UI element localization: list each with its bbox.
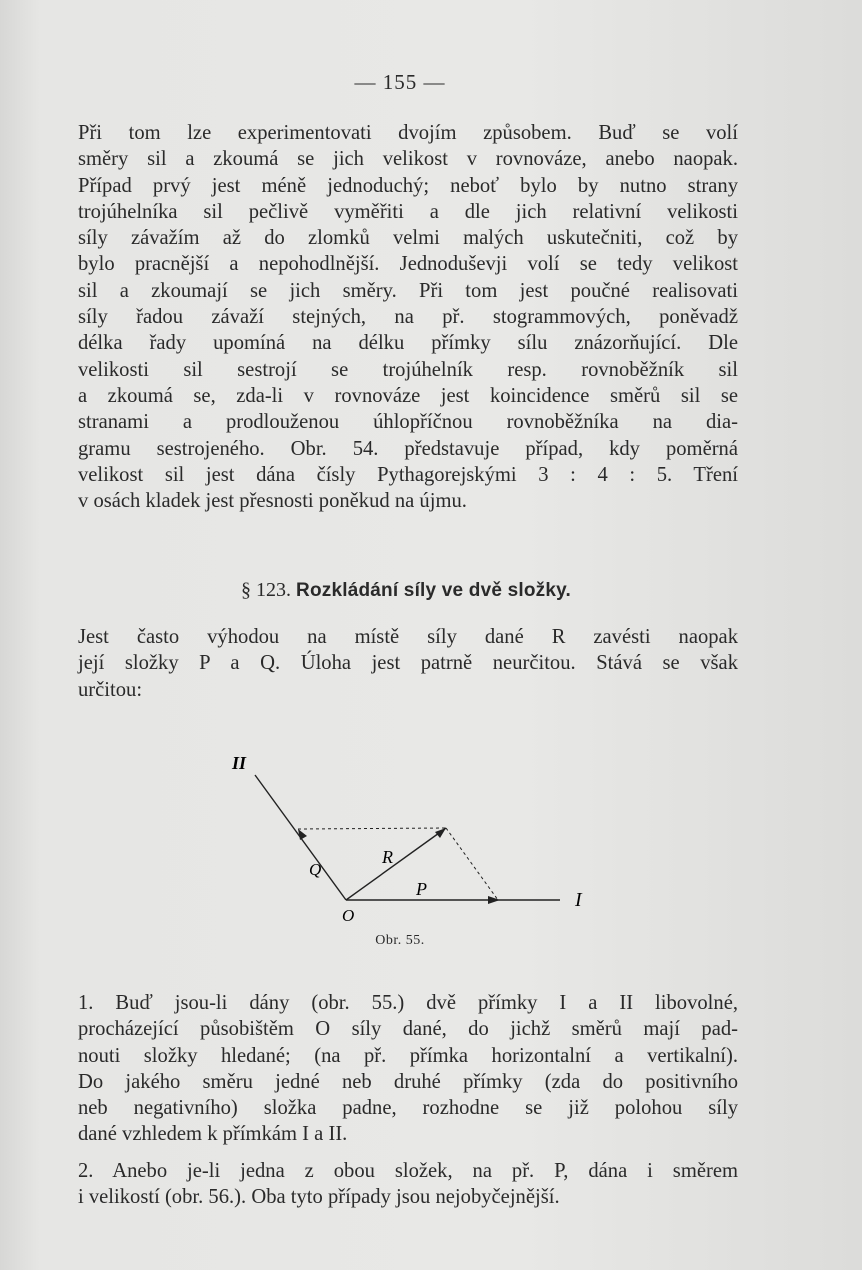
dashed-right [446,828,498,900]
arrowhead-R [435,828,446,838]
label-I: I [575,889,582,911]
label-II: II [232,753,247,773]
text-line: 2. Anebo je-li jedna z obou složek, na př. P, dána i směrem [78,1160,738,1182]
dashed-top [298,828,446,829]
text-line: Případ prvý jest méně jednoduchý; neboť bylo by nutno strany [78,174,738,197]
paragraph-experiment [78,120,738,514]
section-heading [0,579,812,602]
text-line: síly řadou závaží stejných, na př. stogrammových, poněvadž [78,306,738,329]
text-line: i velikostí (obr. 56.). Oba tyto případy jsou nejobyčejnější. [78,1186,560,1209]
text-line: velikosti sil sestrojí se trojúhelník resp. rovnoběžník sil [78,358,738,381]
text-line: délka řady upomíná na délku přímky sílu znázorňující. Dle [78,332,738,355]
text-line: gramu sestrojeného. Obr. 54. představuje případ, kdy poměrná [78,437,738,460]
section-title: Rozkládání síly ve dvě složky. [296,580,571,601]
text-line: stranami a prodlouženou úhlopříčnou rovnoběžníka na dia- [78,411,738,434]
text-line: 1. Buď jsou-li dány (obr. 55.) dvě přímky I a II libovolné, [78,992,738,1014]
arrowhead-P [488,896,500,904]
label-R: R [382,847,393,867]
paragraph-intro [78,624,738,703]
text-line: Při tom lze experimentovati dvojím způsobem. Buď se volí [78,122,738,144]
text-line: určitou: [78,678,143,701]
paragraph-case-1 [78,990,738,1148]
text-line: a zkoumá se, zda-li v rovnováze jest koincidence směrů sil se [78,384,738,407]
text-line: síly závažím až do zlomků velmi malých uskutečniti, což by [78,227,738,250]
section-number: § 123. [241,579,292,601]
force-diagram [220,745,620,960]
text-line: neb negativního) složka padne, rozhodne se již polohou síly [78,1097,738,1120]
text-line: velikost sil jest dána čísly Pythagorejskými 3 : 4 : 5. Tření [78,463,738,486]
text-line: Do jakého směru jedné neb druhé přímky (zda do positivního [78,1070,738,1093]
arrowhead-Q [298,829,307,840]
text-line: její složky P a Q. Úloha jest patrně neurčitou. Stává se však [78,652,738,675]
text-line: dané vzhledem k přímkám I a II. [78,1123,348,1146]
text-line: bylo pracnější a nepohodlnější. Jednoduševji volí se tedy velikost [78,253,738,276]
paragraph-case-2 [78,1158,738,1211]
text-line: směry sil a zkoumá se jich velikost v rovnováze, anebo naopak. [78,148,738,171]
figure-caption: Obr. 55. [375,933,425,948]
label-O: O [342,906,355,925]
text-line: v osách kladek jest přesnosti poněkud na újmu. [78,490,467,513]
label-Q: Q [309,860,322,879]
text-line: procházející působištěm O síly dané, do jichž směrů mají pad- [78,1018,738,1041]
page-number: — 155 — [354,70,446,94]
force-R-arrow [346,828,446,900]
text-line: Jest často výhodou na místě síly dané R zavésti naopak [78,626,738,648]
label-P: P [416,879,427,899]
text-line: sil a zkoumají se jich směry. Při tom jest poučné realisovati [78,279,738,302]
text-line: nouti složky hledané; (na př. přímka horizontalní a vertikalní). [78,1044,738,1067]
text-line: trojúhelníka sil pečlivě vyměřiti a dle jich relativní velikosti [78,200,738,223]
